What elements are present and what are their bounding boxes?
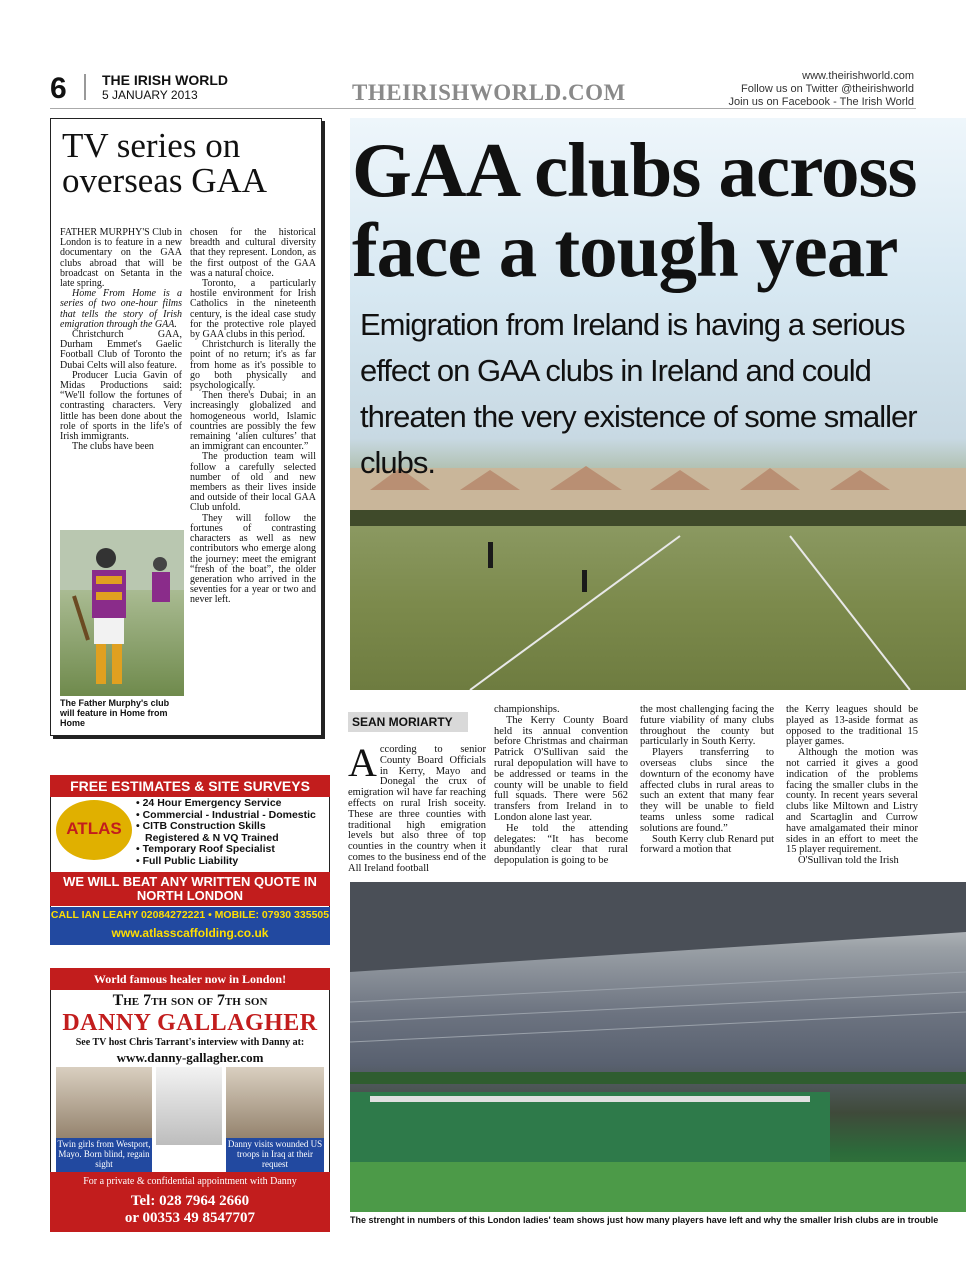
header-divider — [84, 74, 86, 100]
healer-contact-block — [50, 1172, 330, 1232]
header-rule — [50, 108, 916, 109]
player-figure — [60, 530, 184, 696]
atlas-logo-text: ATLAS — [66, 819, 122, 838]
service-item: • Commercial - Industrial - Domestic — [136, 808, 316, 821]
paragraph: Toronto, a particularly hostile environment for Irish Catholics in the nineteenth century, is the ideal case study for the protective role played by GAA clubs in this period. — [190, 278, 316, 341]
sidebar-column-2 — [190, 228, 316, 606]
paragraph: FATHER MURPHY'S Club in London is to feature in a new documentary on the GAA clubs abroad that will be broadcast on Setanta in the late spring. — [60, 227, 182, 290]
main-headline: GAA clubs across face a tough year — [352, 127, 917, 293]
byline: SEAN MORIARTY — [348, 712, 468, 732]
troops-caption: Danny visits wounded US troops in Iraq at their request — [226, 1138, 324, 1172]
ad-service-list — [136, 798, 326, 867]
sidebar-column-1 — [60, 228, 182, 452]
issue-date: 5 JANUARY 2013 — [102, 88, 198, 102]
twins-caption: Twin girls from Westport, Mayo. Born blind, regain sight — [56, 1138, 152, 1172]
troops-photo — [226, 1067, 324, 1145]
sidebar-photo-caption: The Father Murphy's club will feature in Home from Home — [60, 698, 170, 728]
twitter-link[interactable]: Follow us on Twitter @theirishworld — [741, 83, 914, 95]
paragraph: Home From Home is a series of two one-hour films that tells the story of Irish emigration through the GAA. — [60, 288, 182, 330]
sidebar-body — [60, 227, 316, 606]
paragraph: the most challenging facing the future viability of many clubs throughout the county but particularly in South Kerry. — [640, 704, 774, 748]
article-column-2 — [494, 705, 628, 867]
ad-banner-estimates: FREE ESTIMATES & SITE SURVEYS — [50, 775, 330, 797]
paragraph: Players transferring to overseas clubs since the downturn of the economy have affected clubs in rural areas to such an extent that many fear they will be unable to field teams unless some radical solutions are found.” — [640, 747, 774, 834]
sidebar-headline: TV series on overseas GAA — [62, 126, 268, 200]
healer-subtitle: The 7th son of 7th son — [112, 992, 268, 1009]
twins-photo — [56, 1067, 152, 1145]
stadium-team-photo — [350, 882, 966, 1212]
stadium-photo-caption: The strenght in numbers of this London ladies' team shows just how many players have left and why the smaller Irish clubs are in trouble — [350, 1215, 939, 1225]
standfirst: Emigration from Ireland is having a serious effect on GAA clubs in Ireland and could threaten the very existence of some smaller clubs. — [360, 307, 917, 480]
stadium-scene — [350, 882, 966, 1212]
article-column-3 — [640, 705, 774, 856]
service-item: • CITB Construction Skills — [136, 820, 266, 832]
paragraph: Producer Lucia Gavin of Midas Productions said: “We'll follow the fortunes of contrasting characters. Very little has been done about the role of sports in the life's of Irish immigrants. — [60, 369, 182, 443]
header-links — [729, 70, 914, 109]
paragraph: Although the motion was not carried it gives a good indication of the problems facing the smaller clubs in the county. In recent years several clubs like Miltown and Listry and Scartaglin and Currow have amalgamated their minor sides in an effort to meet the 15 player requirement. — [786, 747, 918, 856]
hurling-player-photo — [60, 530, 184, 696]
website-banner[interactable]: THEIRISHWORLD.COM — [352, 80, 626, 105]
portrait-sketch — [156, 1067, 222, 1145]
publication-name: THE IRISH WORLD — [102, 72, 228, 88]
lead-text: ccording to senior County Board Officials in Kerry, Mayo and Donegal the crux of emigration wil have far reaching effects on rural Irish soceity. These are three counties with traditional high emigration levels but also three of top counties in the country when it comes to the business end of the All Ireland football — [348, 744, 486, 874]
paragraph: chosen for the historical breadth and cultural diversity that they represent. London, as the first outpost of the GAA was a natural choice. — [190, 227, 316, 279]
website-link[interactable]: www.theirishworld.com — [802, 70, 914, 82]
service-item: • Temporary Roof Specialist — [136, 843, 275, 855]
paragraph: He told the attending delegates: “It has become abundantly clear that rural depopulation is going to be — [494, 822, 628, 867]
healer-ad-banner: World famous healer now in London! — [50, 968, 330, 990]
page-number: 6 — [50, 72, 67, 105]
service-item: • 24 Hour Emergency Service — [136, 797, 282, 809]
paragraph: Christchurch is literally the point of no return; it's as far from home as it's possible to go both physically and psychologically. — [190, 339, 316, 392]
article-column-4 — [786, 705, 918, 867]
paragraph: They will follow the fortunes of contrasting characters as well as new contributors who emerge along the journey: meet the emigrant “fresh of the boat”, the older generation who arrived in the seventies for a year or two and never left. — [190, 512, 316, 606]
ad-promo-quote: WE WILL BEAT ANY WRITTEN QUOTE IN NORTH LONDON — [50, 872, 330, 906]
phone-uk[interactable]: Tel: 028 7964 2660 — [130, 1193, 250, 1209]
paragraph: The Kerry County Board held its annual convention before Christmas and chairman Patrick O'Sullivan said the rural depopulation will have to be addressed or teams in the county will be unable to field full squads. There were 562 transfers from Ireland in to London alone last year. — [494, 714, 628, 823]
paragraph: Christchurch GAA, Durham Emmet's Gaelic Football Club of Toronto the Dubai Celts will also feature. — [60, 329, 182, 371]
paragraph: The clubs have been — [72, 441, 154, 453]
lead-paragraph — [348, 740, 486, 875]
paragraph: South Kerry club Renard put forward a motion that — [640, 833, 774, 856]
ad-website-link[interactable]: www.atlasscaffolding.co.uk — [50, 923, 330, 945]
service-item: • Full Public Liability — [136, 854, 239, 867]
paragraph: the Kerry leagues should be played as 13-aside format as opposed to the traditional 15 player games. — [786, 704, 918, 748]
article-column-1 — [348, 740, 486, 875]
healer-website-link[interactable]: www.danny-gallagher.com — [116, 1050, 264, 1065]
phone-ireland[interactable]: or 00353 49 8547707 — [124, 1210, 256, 1226]
healer-name: DANNY GALLAGHER — [62, 1010, 318, 1036]
paragraph: The production team will follow a carefully selected number of old and new members as their lives inside and outside of their local GAA Club unfold. — [190, 451, 316, 514]
service-item: Registered & N VQ Trained — [145, 831, 279, 844]
facebook-link[interactable]: Join us on Facebook - The Irish World — [728, 96, 914, 108]
paragraph: O'Sullivan told the Irish — [798, 855, 899, 867]
paragraph: championships. — [494, 704, 560, 715]
ad-phone-numbers: CALL IAN LEAHY 02084272221 • MOBILE: 07930 335505 — [50, 909, 330, 921]
appointment-text: For a private & confidential appointment with Danny — [83, 1176, 297, 1187]
drop-cap: A — [348, 740, 377, 785]
healer-tv-line: See TV host Chris Tarrant's interview with Danny at: — [75, 1037, 305, 1048]
paragraph: Then there's Dubai; in an increasingly globalized and homogeneous world, Islamic countries are possibly the few remaining ‘alien cultures’ that an immigrant can encounter.” — [190, 390, 316, 453]
